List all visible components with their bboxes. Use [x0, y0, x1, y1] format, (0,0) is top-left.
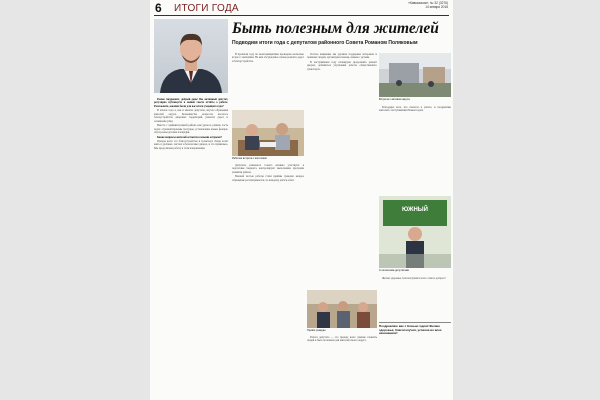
text-column-1 — [154, 98, 228, 398]
article-title: Быть полезным для жителей — [232, 20, 439, 37]
photo-event — [379, 196, 451, 268]
text-column-3-top — [307, 53, 377, 288]
paragraph: В прошлом году по моей инициативе проведено несколько встреч с жителями. На них обсуждались планы ремонта дорог и благоустройства. — [232, 53, 304, 63]
text-column-3-bottom — [307, 336, 377, 398]
photo-caption: С коллегами-депутатами — [379, 269, 410, 272]
paragraph: В начале года я, как и многие депутаты, изучал обращения жителей округа. Большинство вопросов касалось благоустройства дворовых территорий, ремонта дорог и освещения улиц. — [154, 109, 228, 123]
paragraph: В наступившем году планируем продолжить ремонт дворов, добиваться улучшения работы общественного транспорта. — [307, 60, 377, 71]
text-column-2-top — [232, 53, 304, 108]
text-column-2-bottom — [232, 164, 304, 398]
lead-paragraph: Роман Андреевич, добрый день! Вы активный депутат, регулярно публикуете в нашей газете отчёты о работе. Расскажите, какими были для вас итоги уходящего года? — [154, 98, 228, 108]
portrait-photo — [154, 19, 228, 93]
publication-line: 14 января 2016 — [425, 4, 448, 9]
section-title: ИТОГИ ГОДА — [174, 3, 239, 14]
photo-caption: Рабочая встреча с жителями — [232, 157, 267, 160]
highlight-quote: Поздравляю вас с Новым годом! Желаю здоровья, благополучия, успехов во всех начинаниях! — [379, 324, 442, 336]
photo-reception — [307, 290, 377, 328]
paragraph: Работа депутата — это прежде всего умение слышать людей и быть полезным для жителей своего округа. — [307, 336, 377, 343]
paragraph: Важной частью работы стали приёмы граждан: каждое обращение рассматривается, по каждому даётся ответ. — [232, 175, 304, 182]
portrait-illustration — [154, 19, 228, 93]
photo-caption: Встреча с активом округа — [379, 98, 410, 101]
divider — [379, 322, 451, 323]
text-column-4-middle — [379, 277, 451, 321]
reception-illustration — [307, 290, 377, 328]
poster-text: ЮЖНЫЙ — [402, 207, 428, 213]
photo-exterior — [379, 53, 451, 97]
paragraph: Вместе с администрацией района нам удалось решить часть задач: отремонтированы тротуары, установлены новые фонари, обустроены детские площадки. — [154, 124, 228, 135]
paragraph: Особое внимание мы уделяем поддержке ветеранов и пожилых людей, организуем помощь семьям с детьми. — [307, 53, 377, 60]
paragraph: Желаю здоровья, благополучия и всего самого доброго! — [382, 277, 446, 280]
newspaper-page — [150, 0, 453, 400]
meeting-illustration — [232, 110, 304, 156]
photo-meeting — [232, 110, 304, 156]
publication-line: «Кавказская», № 32 (3276) — [408, 1, 448, 5]
paragraph: Депутаты районного Совета активно участвуют в подготовке бюджета, контролируют выполнение программ развития района. — [232, 164, 304, 174]
text-column-4-top — [379, 106, 451, 194]
article-subtitle: Подводим итоги года с депутатом районного Совета Романом Поляковым — [232, 40, 418, 46]
page-number: 6 — [155, 1, 162, 15]
paragraph: Благодарю всех, кто помогал в работе, и поздравляю жителей с наступившим Новым годом. — [379, 106, 451, 113]
page-header — [154, 2, 449, 16]
paragraph: Прежде всего это благоустройство и транспорт. Люди хотят жить в удобных, чистых и безопасных дворах, и это правильно. Мы продолжаем работу в этом направлении. — [154, 139, 228, 150]
exterior-illustration — [379, 53, 451, 97]
question-paragraph: Какие вопросы жителей остаются самыми острыми? — [157, 135, 222, 139]
publication-info — [408, 2, 448, 10]
photo-caption: Приём граждан — [307, 329, 326, 332]
